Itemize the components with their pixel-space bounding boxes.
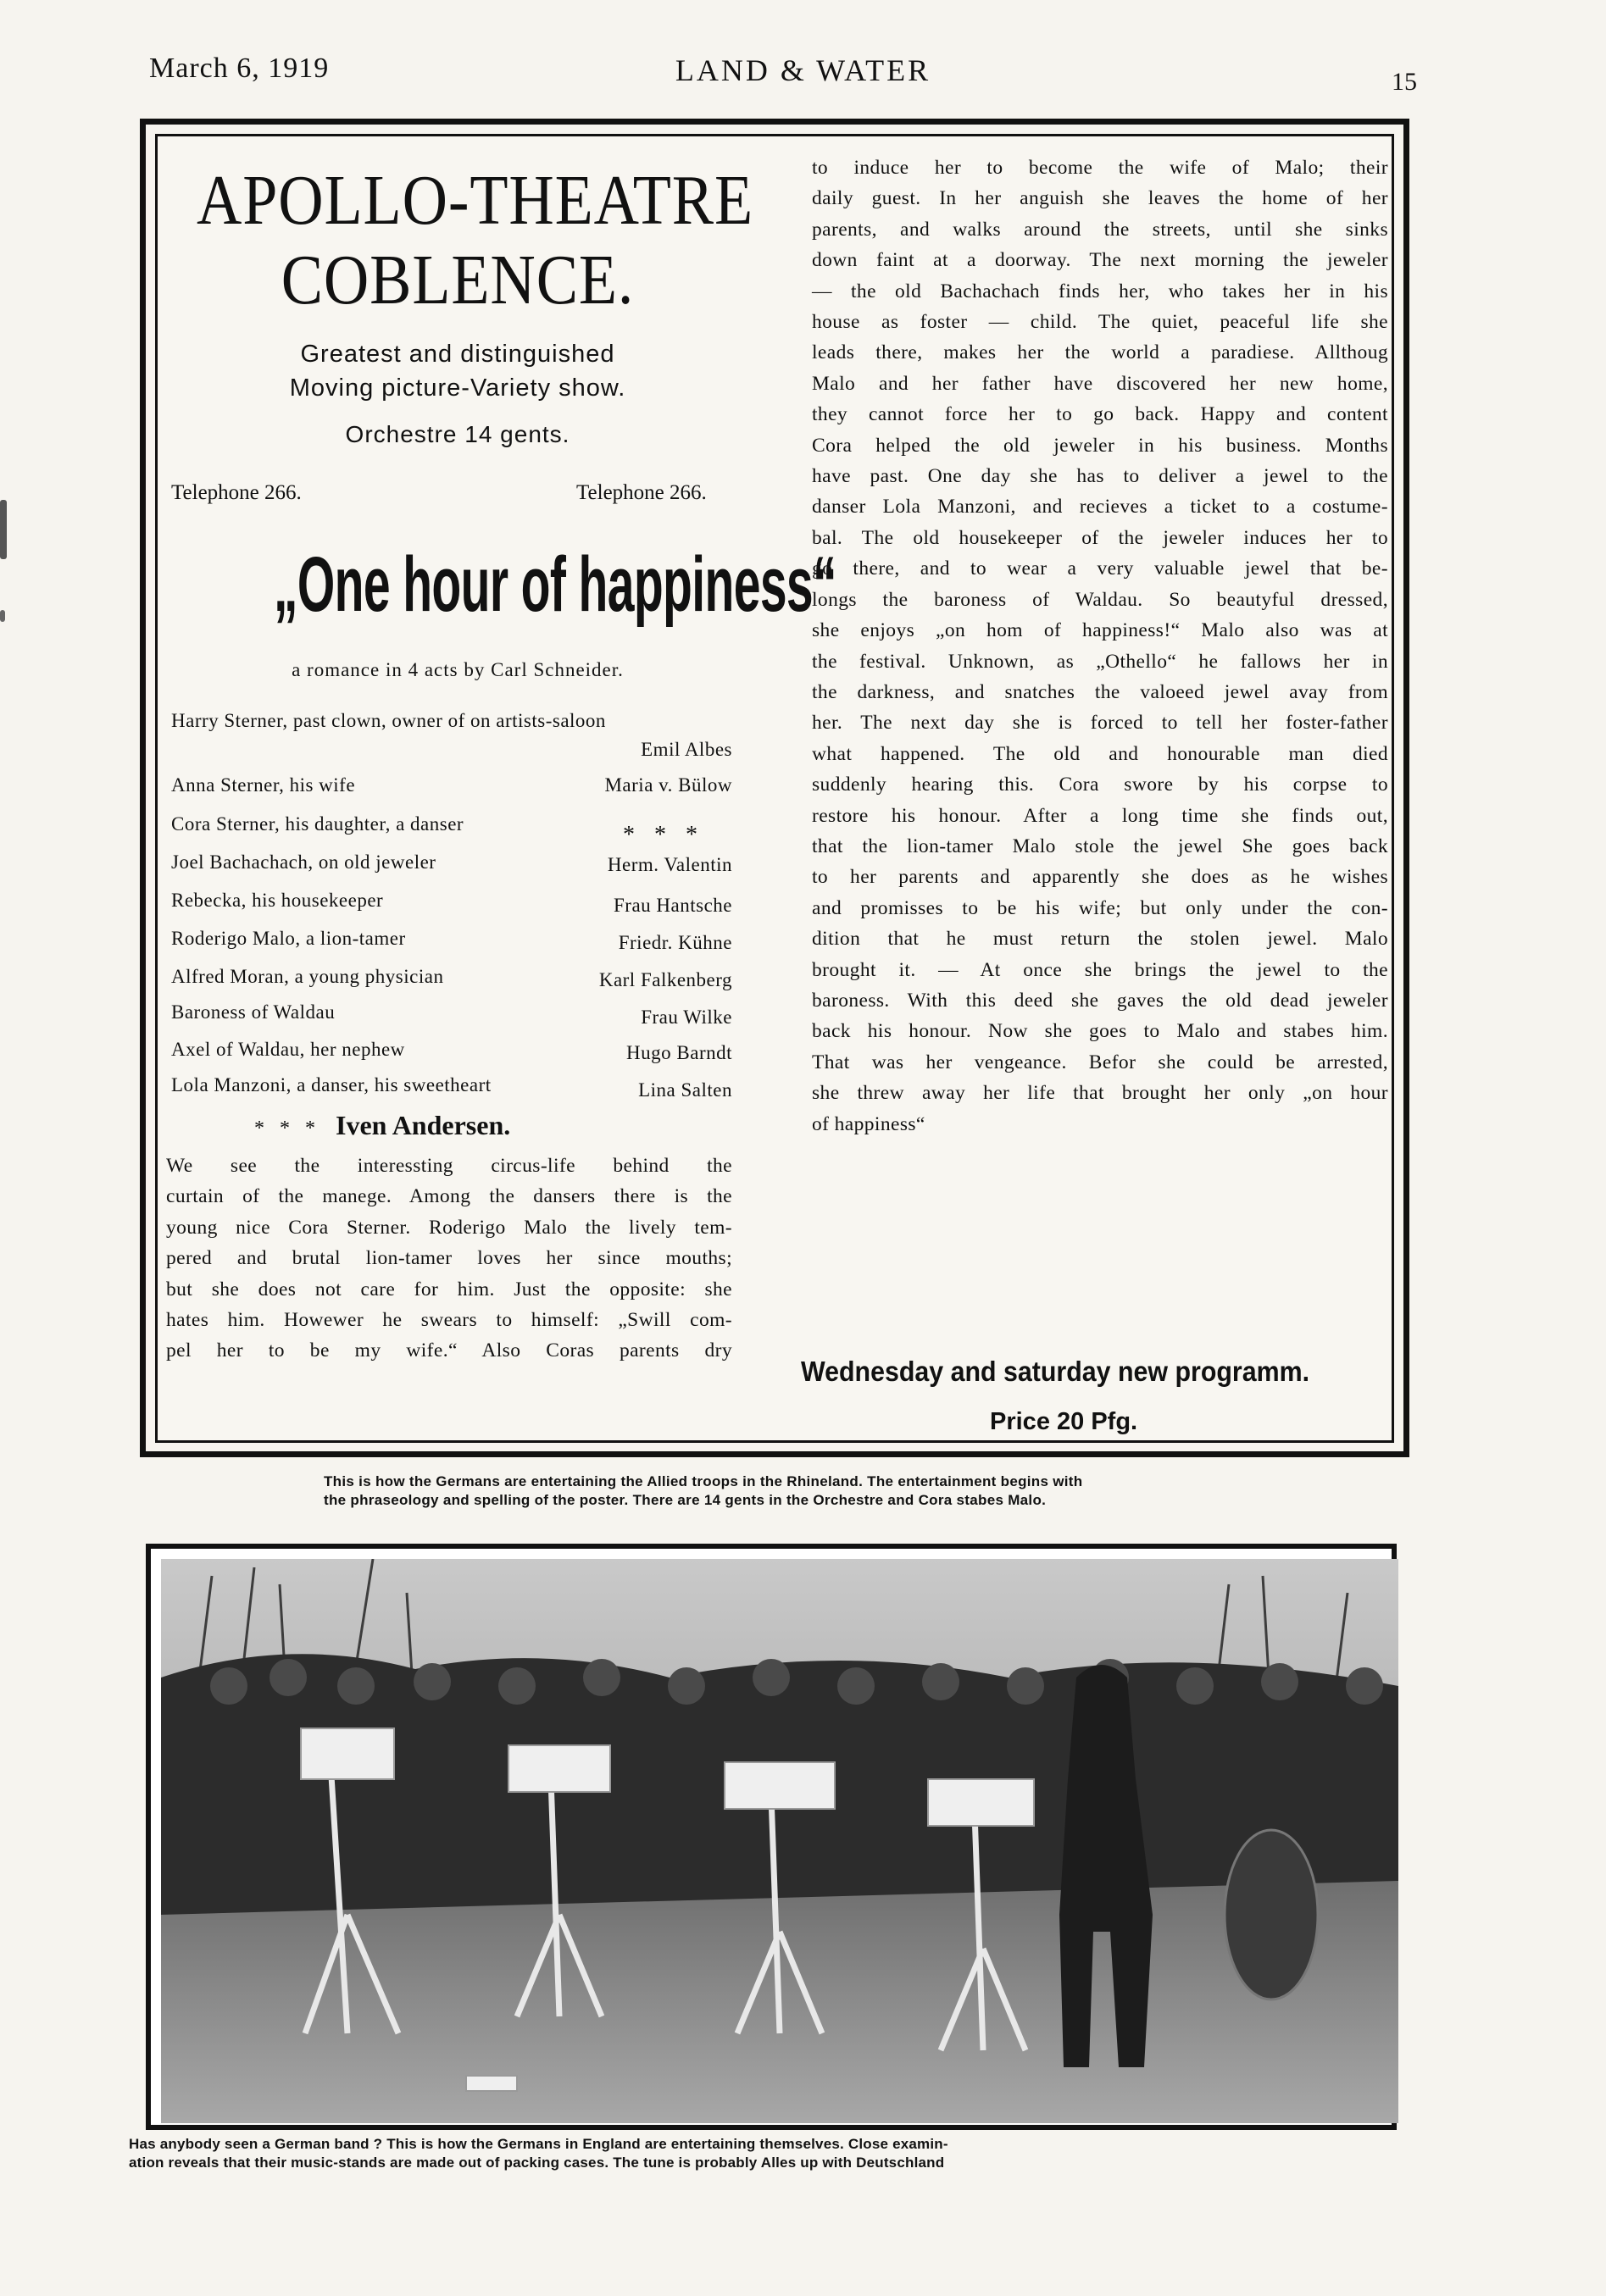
cast-role: Axel of Waldau, her nephew	[171, 1039, 405, 1060]
featured-actor-name: Iven Andersen.	[336, 1110, 511, 1140]
synopsis-line: she enjoys „on hom of happiness!“ Malo also was at	[812, 619, 1388, 642]
issue-date: March 6, 1919	[149, 53, 330, 84]
synopsis-line: parents, and walks around the streets, until she sinks	[812, 218, 1388, 241]
cast-role: Anna Sterner, his wife	[171, 774, 356, 796]
cast-actor: Karl Falkenberg	[598, 969, 732, 990]
magazine-title: LAND & WATER	[675, 53, 931, 87]
synopsis-line: dition that he must return the stolen jewel. Malo	[812, 928, 1388, 951]
tagline-line1: Greatest and distinguished	[300, 341, 615, 368]
cast-role: Baroness of Waldau	[171, 1001, 336, 1023]
synopsis-line: Cora helped the old jeweler in his business. Months	[812, 434, 1388, 457]
poster-tagline	[161, 337, 754, 405]
band-photograph	[161, 1559, 1398, 2123]
synopsis-line: but she does not care for him. Just the opposite: she	[166, 1278, 732, 1301]
cast-actor: Friedr. Kühne	[618, 932, 732, 953]
asterism: * * *	[623, 822, 704, 848]
cast-actor: Frau Hantsche	[614, 895, 732, 916]
film-title: „One hour of happiness“	[274, 541, 836, 628]
synopsis-line: what happened. The old and honourable man died	[812, 742, 1388, 765]
synopsis-line: to induce her to become the wife of Malo; their	[812, 157, 1388, 179]
caption-line: This is how the Germans are entertaining the Allied troops in the Rhineland. The entertainment begins with	[324, 1473, 1083, 1489]
synopsis-line: danser Lola Manzoni, and recieves a ticket to a costume-	[812, 496, 1388, 519]
cast-role: Joel Bachachach, on old jeweler	[171, 851, 436, 873]
scan-margin-mark	[0, 500, 7, 559]
synopsis-line: back his honour. Now she goes to Malo and stabes him.	[812, 1020, 1388, 1043]
cast-role: Alfred Moran, a young physician	[171, 966, 444, 987]
cast-role: Rebecka, his housekeeper	[171, 890, 384, 911]
caption-line: the phraseology and spelling of the poster. There are 14 gents in the Orchestre and Cora stabes Malo.	[324, 1492, 1047, 1508]
tagline-line2: Moving picture-Variety show.	[289, 374, 626, 402]
synopsis-line: to her parents and apparently she does as he wishes	[812, 866, 1388, 889]
synopsis-line: leads there, makes her the world a paradiese. Allthoug	[812, 341, 1388, 364]
page-number: 15	[1392, 68, 1417, 96]
photo-caption	[129, 2135, 1417, 2172]
synopsis-line: — the old Bachachach finds her, who takes her in his	[812, 280, 1388, 302]
theatre-name-line1: APOLLO-THEATRE	[197, 161, 754, 240]
caption-line: ation reveals that their music-stands are made out of packing cases. The tune is probably Alles up with Deutschland	[129, 2155, 945, 2171]
cast-role: Cora Sterner, his daughter, a danser	[171, 813, 464, 835]
synopsis-line: go there, and to wear a very valuable jewel that be-	[812, 557, 1388, 580]
synopsis-line: down faint at a doorway. The next morning the jeweler	[812, 249, 1388, 272]
synopsis-line: that the lion-tamer Malo stole the jewel She goes back	[812, 835, 1388, 857]
synopsis-line: hates him. Howewer he swears to himself: „Swill com-	[166, 1309, 732, 1332]
synopsis-line: house as foster — child. The quiet, peaceful life she	[812, 311, 1388, 334]
synopsis-line: restore his honour. After a long time she finds out,	[812, 804, 1388, 827]
synopsis-line: suddenly hearing this. Cora swore by his corpse to	[812, 774, 1388, 796]
cast-actor: Maria v. Bülow	[604, 774, 732, 796]
cast-actor: Herm. Valentin	[607, 854, 732, 875]
synopsis-line: young nice Cora Sterner. Roderigo Malo the lively tem-	[166, 1216, 732, 1239]
synopsis-line: her. The next day she is forced to tell her foster-father	[812, 712, 1388, 735]
cast-actor: Hugo Barndt	[626, 1042, 732, 1063]
synopsis-line: the festival. Unknown, as „Othello“ he fallows her in	[812, 650, 1388, 673]
synopsis-line: have past. One day she has to deliver a jewel to the	[812, 465, 1388, 488]
cast-role: Lola Manzoni, a danser, his sweetheart	[171, 1074, 492, 1095]
synopsis-line: and promisses to be his wife; but only under the con-	[812, 896, 1388, 919]
cast-actor: Emil Albes	[641, 739, 732, 760]
caption-line: Has anybody seen a German band ? This is how the Germans in England are entertaining themselves. Close examin-	[129, 2136, 948, 2152]
scan-margin-mark	[0, 610, 5, 622]
synopsis-left-column	[166, 1151, 732, 1367]
synopsis-line: daily guest. In her anguish she leaves the home of her	[812, 187, 1388, 210]
synopsis-line: bal. The old housekeeper of the jeweler induces her to	[812, 526, 1388, 549]
price-label: Price 20 Pfg.	[990, 1408, 1138, 1435]
cast-actor: Lina Salten	[638, 1079, 732, 1101]
synopsis-line: Malo and her father have discovered her new home,	[812, 372, 1388, 395]
cast-role: Roderigo Malo, a lion-tamer	[171, 928, 406, 949]
programme-notice: Wednesday and saturday new programm.	[801, 1356, 1310, 1387]
featured-actor	[254, 1110, 510, 1141]
synopsis-line: baroness. With this deed she gaves the old dead jeweler	[812, 989, 1388, 1012]
synopsis-line: curtain of the manege. Among the dansers there is the	[166, 1185, 732, 1208]
synopsis-line: That was her vengeance. Befor she could be arrested,	[812, 1051, 1388, 1073]
synopsis-line: pel her to be my wife.“ Also Coras parents dry	[166, 1339, 732, 1362]
synopsis-line: pered and brutal lion-tamer loves her since mouths;	[166, 1247, 732, 1270]
synopsis-line: of happiness“	[812, 1112, 925, 1135]
telephone-right: Telephone 266.	[576, 481, 707, 504]
synopsis-line: We see the interessting circus-life behind the	[166, 1155, 732, 1177]
synopsis-line: she threw away her life that brought her only „on hour	[812, 1082, 1388, 1105]
cast-actor: Frau Wilke	[641, 1007, 732, 1028]
synopsis-line: they cannot force her to go back. Happy and content	[812, 403, 1388, 426]
orchestra-note: Orchestre 14 gents.	[345, 421, 570, 447]
theatre-name	[197, 161, 754, 320]
poster-caption	[324, 1472, 1205, 1510]
synopsis-line: the darkness, and snatches the valoeed jewel avay from	[812, 680, 1388, 703]
theatre-name-line2: COBLENCE.	[281, 241, 635, 319]
cast-role: Harry Sterner, past clown, owner of on artists-saloon	[171, 710, 606, 731]
film-subtitle: a romance in 4 acts by Carl Schneider.	[292, 659, 624, 680]
synopsis-line: longs the baroness of Waldau. So beautyful dressed,	[812, 588, 1388, 611]
synopsis-line: brought it. — At once she brings the jewel to the	[812, 958, 1388, 981]
telephone-left: Telephone 266.	[171, 481, 302, 504]
synopsis-right-column	[812, 153, 1388, 1140]
asterism: * * *	[254, 1117, 320, 1140]
